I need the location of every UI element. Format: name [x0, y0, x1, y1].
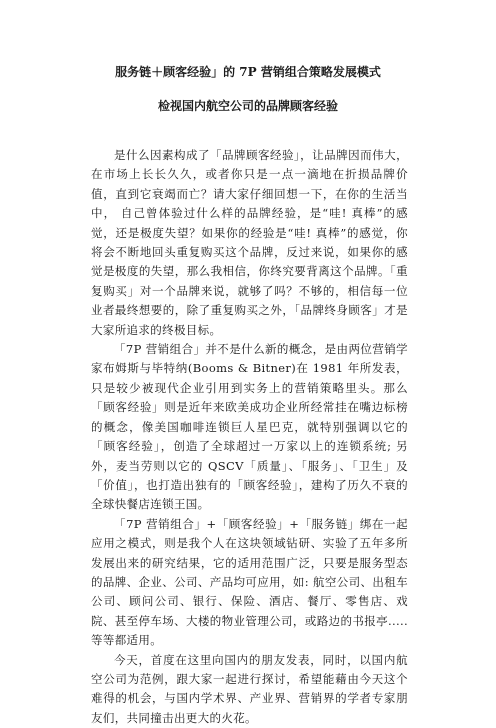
paragraph-4: 今天，首度在这里向国内的朋友发表，同时，以国内航空公司为范例，跟大家一起进行探讨，希望能藉由今天这个难得的机会，与国内学术界、产业界、营销界的学者专家朋友们，共同撞击出更大的火花。 — [91, 652, 408, 725]
paragraph-3: 「7P 营销组合」+「顾客经验」+「服务链」绑在一起应用之模式，则是我个人在这块领域钻研、实验了五年多所发展出来的研究结果，它的适用范围广泛，只要是服务型态的品牌、企业、公司、产品均可应用，如: 航空公司、出租车公司、顾问公司、银行、保险、酒店、餐厅、零售店、戏院、甚至停车场、大楼的物业管理公司，或路边的书报亭.....等等都适用。 — [91, 516, 408, 648]
document-title: 服务链＋顾客经验」的 7P 营销组合策略发展模式 — [115, 65, 381, 79]
paragraph-1: 是什么因素构成了「品牌顾客经验」，让品牌因而伟大，在市场上长长久久，或者你只是一点一滴地在折损品牌价值，直到它衰竭而亡？请大家仔细回想一下，在你的生活当中， 自己曾体验过什么样的品牌经验，是“哇! 真棒”的感觉，还是极度失望？如果你的经验是“哇! 真棒”的感觉，你将会不断地回头重复购买这个品牌，反过来说，如果你的感觉是极度的失望，那么我相信，你终究要背离这个品牌。｢重复购买」对一个品牌来说，就够了吗？不够的，相信每一位业者最终想要的，除了重复购买之外，｢品牌终身顾客」才是大家所追求的终极目标。 — [91, 148, 408, 337]
paragraph-2: 「7P 营销组合」并不是什么新的概念，是由两位营销学家布姆斯与毕特纳(Booms & Bitner)在 1981 年所发表，只是较少被现代企业引用到实务上的营销策略里头。那么「顾客经验」则是近年来欧美成功企业所经常挂在嘴边标榜的概念，像美国咖啡连锁巨人星巴克，就特别强调以它的「顾客经验」，创造了全球超过一万家以上的连锁系统; 另外，麦当劳则以它的 QSCV「质量」、｢服务」、｢卫生」及「价值」，也打造出独有的「顾客经验」，建构了历久不衰的全球快餐店连锁王国。 — [91, 342, 408, 512]
document-subtitle: 检视国内航空公司的品牌顾客经验 — [157, 99, 338, 113]
document-body — [91, 146, 408, 728]
